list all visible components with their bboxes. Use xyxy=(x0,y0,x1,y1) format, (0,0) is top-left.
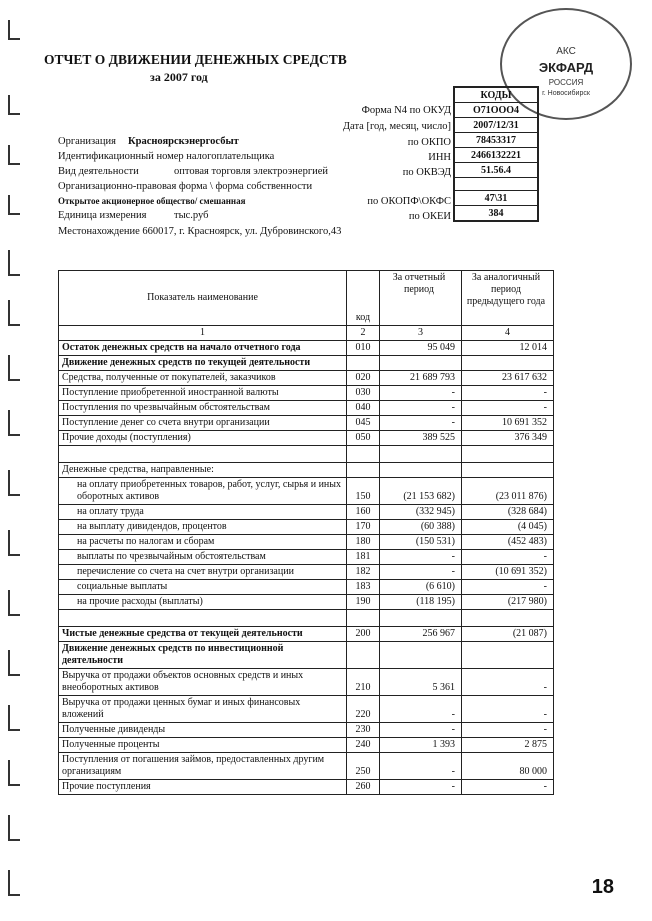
table-row xyxy=(59,580,554,595)
binding-mark xyxy=(8,470,20,496)
binding-mark xyxy=(8,20,20,40)
row-name: на оплату труда xyxy=(59,505,347,520)
row-code: 170 xyxy=(347,520,380,535)
row-current: (332 945) xyxy=(380,505,462,520)
row-code: 045 xyxy=(347,416,380,431)
inn-line: Идентификационный номер налогоплательщика xyxy=(58,151,275,162)
table-row xyxy=(59,595,554,610)
table-row xyxy=(59,520,554,535)
row-name: Движение денежных средств по текущей деятельности xyxy=(59,356,347,371)
org-label: Организация xyxy=(58,136,116,147)
table-row xyxy=(59,738,554,753)
binding-mark xyxy=(8,250,20,276)
org-value: Красноярскэнергосбыт xyxy=(128,136,239,147)
binding-mark xyxy=(8,95,20,115)
stamp-line: г. Новосибирск xyxy=(542,90,590,97)
okopf-value: 47\31 xyxy=(454,191,538,206)
binding-mark xyxy=(8,300,20,326)
binding-mark xyxy=(8,705,20,731)
binding-mark xyxy=(8,870,20,896)
row-current: 21 689 793 xyxy=(380,371,462,386)
row-current: (150 531) xyxy=(380,535,462,550)
row-current: 256 967 xyxy=(380,627,462,642)
row-current: - xyxy=(380,696,462,723)
row-name: Движение денежных средств по инвестиционной деятельности xyxy=(59,642,347,669)
legal-form-line: Организационно-правовая форма \ форма собственности xyxy=(58,181,313,192)
row-code xyxy=(347,463,380,478)
row-name: Полученные проценты xyxy=(59,738,347,753)
okpo-label: по ОКПО xyxy=(407,137,451,148)
okei-label: по ОКЕИ xyxy=(408,211,451,222)
colnum: 4 xyxy=(462,326,554,341)
row-prev: - xyxy=(462,550,554,565)
row-code: 183 xyxy=(347,580,380,595)
table-row xyxy=(59,371,554,386)
okopf-label: по ОКОПФ\ОКФС xyxy=(367,196,451,207)
col-indicator: Показатель наименование xyxy=(59,271,347,326)
empty-code xyxy=(454,178,538,191)
row-current: - xyxy=(380,386,462,401)
table-row xyxy=(59,723,554,738)
table-row xyxy=(59,565,554,580)
row-code: 180 xyxy=(347,535,380,550)
col-current: За отчетный период xyxy=(380,271,462,326)
binding-mark xyxy=(8,145,20,165)
table-row xyxy=(59,431,554,446)
row-current xyxy=(380,463,462,478)
row-code xyxy=(347,446,380,463)
row-code: 030 xyxy=(347,386,380,401)
row-prev xyxy=(462,356,554,371)
stamp-line: ЭКФАРД xyxy=(538,60,594,75)
row-name xyxy=(59,610,347,627)
binding-mark xyxy=(8,760,20,786)
inn-value: 2466132221 xyxy=(454,148,538,163)
codes-box xyxy=(453,86,539,222)
date-value: 2007/12/31 xyxy=(454,118,538,133)
row-current: - xyxy=(380,416,462,431)
table-row xyxy=(59,416,554,431)
table-row xyxy=(59,550,554,565)
row-name: социальные выплаты xyxy=(59,580,347,595)
binding-mark xyxy=(8,815,20,841)
row-prev: - xyxy=(462,386,554,401)
table-row xyxy=(59,463,554,478)
row-code: 230 xyxy=(347,723,380,738)
row-prev xyxy=(462,642,554,669)
table-row xyxy=(59,505,554,520)
document-title: ОТЧЕТ О ДВИЖЕНИИ ДЕНЕЖНЫХ СРЕДСТВ xyxy=(44,52,347,67)
table-row xyxy=(59,669,554,696)
row-current xyxy=(380,446,462,463)
row-name: Поступление денег со счета внутри организации xyxy=(59,416,347,431)
row-current xyxy=(380,642,462,669)
report-period: за 2007 год xyxy=(150,70,208,84)
row-code: 182 xyxy=(347,565,380,580)
row-code: 181 xyxy=(347,550,380,565)
binding-mark xyxy=(8,530,20,556)
row-name: Чистые денежные средства от текущей деятельности xyxy=(59,627,347,642)
row-name: Поступления от погашения займов, предоставленных другим организациям xyxy=(59,753,347,780)
row-prev: 12 014 xyxy=(462,341,554,356)
row-name: на выплату дивидендов, процентов xyxy=(59,520,347,535)
okpo-value: 78453317 xyxy=(454,133,538,148)
row-code: 240 xyxy=(347,738,380,753)
unit-label: Единица измерения xyxy=(58,210,147,221)
table-row xyxy=(59,642,554,669)
row-prev: - xyxy=(462,696,554,723)
table-row xyxy=(59,627,554,642)
row-current: - xyxy=(380,550,462,565)
okved-label: по ОКВЭД xyxy=(402,167,451,178)
row-current: - xyxy=(380,565,462,580)
row-name: Прочие поступления xyxy=(59,780,347,795)
row-name: перечисление со счета на счет внутри организации xyxy=(59,565,347,580)
row-code: 190 xyxy=(347,595,380,610)
row-code: 160 xyxy=(347,505,380,520)
row-prev: (21 087) xyxy=(462,627,554,642)
row-prev: 23 617 632 xyxy=(462,371,554,386)
row-current: - xyxy=(380,780,462,795)
row-name: Выручка от продажи объектов основных средств и иных внеоборотных активов xyxy=(59,669,347,696)
form-label: Форма N4 по ОКУД xyxy=(361,105,451,116)
row-current: (6 610) xyxy=(380,580,462,595)
row-code: 220 xyxy=(347,696,380,723)
row-current: (21 153 682) xyxy=(380,478,462,505)
row-prev: - xyxy=(462,723,554,738)
row-name: на прочие расходы (выплаты) xyxy=(59,595,347,610)
row-name: выплаты по чрезвычайным обстоятельствам xyxy=(59,550,347,565)
table-row xyxy=(59,341,554,356)
row-prev: - xyxy=(462,401,554,416)
row-code: 150 xyxy=(347,478,380,505)
row-name: Выручка от продажи ценных бумаг и иных финансовых вложений xyxy=(59,696,347,723)
row-code: 260 xyxy=(347,780,380,795)
inn-label: ИНН xyxy=(428,152,451,163)
table-header-row xyxy=(59,271,554,326)
page-number: 18 xyxy=(591,876,614,898)
org-line xyxy=(58,136,438,147)
row-code: 020 xyxy=(347,371,380,386)
row-current: - xyxy=(380,753,462,780)
row-prev: (328 684) xyxy=(462,505,554,520)
table-row xyxy=(59,386,554,401)
row-prev: (4 045) xyxy=(462,520,554,535)
col-code: код xyxy=(347,271,380,326)
row-prev: (23 011 876) xyxy=(462,478,554,505)
col-prev: За аналогичный период предыдущего года xyxy=(462,271,554,326)
activity-value: оптовая торговля электроэнергией xyxy=(174,166,329,177)
row-prev: - xyxy=(462,669,554,696)
location-line: Местонахождение 660017, г. Красноярск, ул. Дубровинского,43 xyxy=(58,226,342,237)
row-current: (118 195) xyxy=(380,595,462,610)
row-code xyxy=(347,356,380,371)
row-prev xyxy=(462,610,554,627)
stamp-line: РОССИЯ xyxy=(548,78,584,87)
row-current xyxy=(380,610,462,627)
row-code: 210 xyxy=(347,669,380,696)
row-prev xyxy=(462,463,554,478)
activity-line xyxy=(58,166,438,177)
row-prev: (10 691 352) xyxy=(462,565,554,580)
row-name: на расчеты по налогам и сборам xyxy=(59,535,347,550)
row-prev xyxy=(462,446,554,463)
okei-value: 384 xyxy=(454,206,538,222)
row-name: Остаток денежных средств на начало отчетного года xyxy=(59,341,347,356)
table-row xyxy=(59,753,554,780)
binding-mark xyxy=(8,195,20,215)
table-row xyxy=(59,780,554,795)
okved-value: 51.56.4 xyxy=(454,163,538,178)
table-row xyxy=(59,401,554,416)
unit-line xyxy=(58,210,438,221)
codes-title: КОДЫ xyxy=(454,87,538,103)
row-prev: 10 691 352 xyxy=(462,416,554,431)
colnum: 1 xyxy=(59,326,347,341)
row-current: 389 525 xyxy=(380,431,462,446)
activity-label: Вид деятельности xyxy=(58,166,139,177)
row-name: Средства, полученные от покупателей, заказчиков xyxy=(59,371,347,386)
legal-form-value: Открытое акционерное общество/ смешанная xyxy=(58,196,246,206)
table-row xyxy=(59,696,554,723)
row-code: 250 xyxy=(347,753,380,780)
form-code: О71ООО4 xyxy=(454,103,538,118)
table-colnum-row xyxy=(59,326,554,341)
table-row xyxy=(59,446,554,463)
colnum: 2 xyxy=(347,326,380,341)
row-current: - xyxy=(380,401,462,416)
binding-mark xyxy=(8,410,20,436)
row-code: 010 xyxy=(347,341,380,356)
colnum: 3 xyxy=(380,326,462,341)
row-prev: (217 980) xyxy=(462,595,554,610)
date-label: Дата [год, месяц, число] xyxy=(342,121,451,132)
row-prev: 2 875 xyxy=(462,738,554,753)
row-code: 050 xyxy=(347,431,380,446)
row-current: 95 049 xyxy=(380,341,462,356)
row-current: 1 393 xyxy=(380,738,462,753)
row-current: (60 388) xyxy=(380,520,462,535)
row-code xyxy=(347,642,380,669)
row-name: Полученные дивиденды xyxy=(59,723,347,738)
table-row xyxy=(59,478,554,505)
binding-mark xyxy=(8,650,20,676)
table-row xyxy=(59,356,554,371)
row-code: 200 xyxy=(347,627,380,642)
row-name xyxy=(59,446,347,463)
cash-flow-table xyxy=(58,270,554,795)
binding-mark xyxy=(8,355,20,381)
row-name: Поступления по чрезвычайным обстоятельствам xyxy=(59,401,347,416)
row-name: Денежные средства, направленные: xyxy=(59,463,347,478)
stamp-line: АКС xyxy=(556,46,576,57)
row-prev: - xyxy=(462,580,554,595)
binding-mark xyxy=(8,590,20,616)
row-prev: (452 483) xyxy=(462,535,554,550)
table-row xyxy=(59,535,554,550)
row-name: Поступление приобретенной иностранной валюты xyxy=(59,386,347,401)
table-row xyxy=(59,610,554,627)
row-prev: 376 349 xyxy=(462,431,554,446)
row-name: Прочие доходы (поступления) xyxy=(59,431,347,446)
row-prev: 80 000 xyxy=(462,753,554,780)
row-name: на оплату приобретенных товаров, работ, услуг, сырья и иных оборотных активов xyxy=(59,478,347,505)
row-code xyxy=(347,610,380,627)
row-current: 5 361 xyxy=(380,669,462,696)
row-current: - xyxy=(380,723,462,738)
row-current xyxy=(380,356,462,371)
row-prev: - xyxy=(462,780,554,795)
row-code: 040 xyxy=(347,401,380,416)
unit-value: тыс.руб xyxy=(174,210,209,221)
